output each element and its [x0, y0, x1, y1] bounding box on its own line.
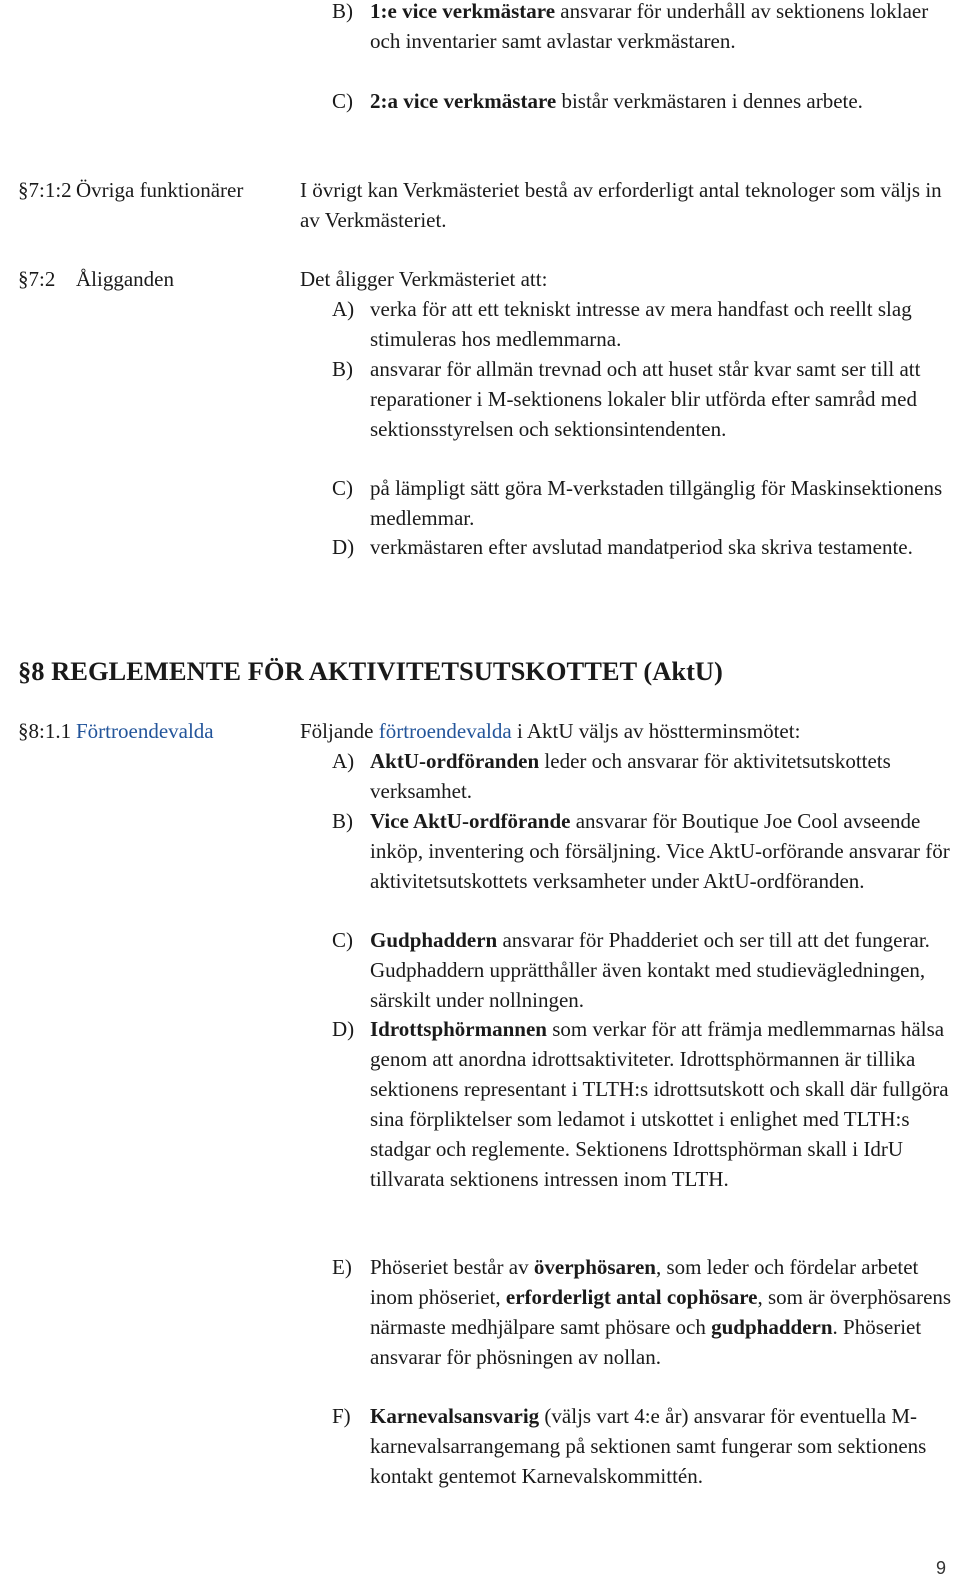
role-description: Phöseriet består av: [370, 1255, 534, 1279]
role-description: ansvarar för Boutique Joe Cool avseende inköp, inventering och försäljning. Vice AktU-orförande ansvarar för aktivitetsutskottets verksamheter under AktU-ordföranden.: [370, 809, 950, 893]
list-letter: B): [332, 357, 353, 381]
list-text: [370, 86, 952, 116]
list-letter: F): [332, 1404, 351, 1428]
section-intro: Det åligger Verkmästeriet att:: [300, 267, 548, 291]
role-name: Gudphaddern: [370, 928, 498, 952]
role-description: ansvarar för underhåll av sektionens loklaer och inventarier samt avlastar verkmästaren.: [370, 0, 929, 53]
list-text: [370, 925, 952, 1015]
list-letter: B): [332, 809, 353, 833]
list-letter: C): [332, 89, 353, 113]
role-name: erforderligt antal cophösare: [505, 1285, 758, 1309]
intro-text: i AktU väljs av höstterminsmötet:: [511, 719, 801, 743]
section-number: §8:1.1: [18, 719, 72, 743]
role-description: ansvarar för Phadderiet och ser till att det fungerar. Gudphaddern upprätthåller även kontakt med studievägledningen, särskilt under nollningen.: [370, 928, 930, 1012]
role-description: (väljs vart 4:e år) ansvarar för eventuella M-karnevalsarrangemang på sektionen samt fungerar som sektionens kontakt gentemot Karnevalskommittén.: [370, 1404, 927, 1488]
list-text: [370, 746, 952, 806]
role-name: AktU-ordföranden: [370, 749, 540, 773]
intro-text: Följande: [300, 719, 379, 743]
role-description: leder och ansvarar för aktivitetsutskottets verksamhet.: [370, 749, 891, 803]
list-text: [370, 806, 952, 896]
role-name: 1:e vice verkmästare: [370, 0, 556, 23]
section-title: Förtroendevalda: [76, 719, 214, 743]
role-description: . Phöseriet ansvarar för phösningen av nollan.: [370, 1315, 922, 1369]
role-name: överphösaren: [533, 1255, 656, 1279]
section-number: §7:1:2: [18, 178, 72, 202]
list-text: [370, 1401, 952, 1491]
list-text: [370, 1014, 952, 1194]
role-name: Vice AktU-ordförande: [370, 809, 571, 833]
list-letter: E): [332, 1255, 352, 1279]
list-letter: A): [332, 749, 355, 773]
role-description: , som är överphösarens närmaste medhjälpare samt phösare och: [370, 1285, 952, 1339]
role-description: bistår verkmästaren i dennes arbete.: [556, 89, 863, 113]
list-letter: A): [332, 297, 355, 321]
list-letter: C): [332, 928, 353, 952]
role-name: gudphaddern: [711, 1315, 833, 1339]
role-name: 2:a vice verkmästare: [370, 89, 557, 113]
list-text: på lämpligt sätt göra M-verkstaden tillgänglig för Maskinsektionens medlemmar.: [370, 476, 943, 530]
section-title: Åligganden: [76, 267, 174, 291]
list-text: verka för att ett tekniskt intresse av mera handfast och reellt slag stimuleras hos medlemmarna.: [370, 297, 912, 351]
list-letter: D): [332, 1017, 355, 1041]
role-description: , som leder och fördelar arbetet inom phöseriet,: [370, 1255, 919, 1309]
page-number: 9: [936, 1558, 947, 1578]
section-number: §7:2: [18, 267, 56, 291]
list-text: verkmästaren efter avslutad mandatperiod ska skriva testamente.: [370, 535, 913, 559]
list-text: [370, 1252, 952, 1372]
role-name: Idrottsphörmannen: [370, 1017, 547, 1041]
list-text: [370, 0, 952, 56]
list-letter: B): [332, 0, 353, 23]
section-intro: [300, 716, 950, 746]
list-letter: D): [332, 535, 355, 559]
list-letter: C): [332, 476, 353, 500]
chapter-heading: §8 REGLEMENTE FÖR AKTIVITETSUTSKOTTET (AktU): [18, 656, 723, 686]
list-text: ansvarar för allmän trevnad och att huset står kvar samt ser till att reparationer i M-sektionens lokaler blir utförda efter samråd med sektionsstyrelsen och sektionsintendenten.: [370, 357, 921, 441]
section-text: I övrigt kan Verkmästeriet bestå av erforderligt antal teknologer som väljs in av Verkmästeriet.: [300, 178, 942, 232]
section-title: Övriga funktionärer: [76, 178, 244, 202]
intro-highlight: förtroendevalda: [378, 719, 512, 743]
role-name: Karnevalsansvarig: [370, 1404, 540, 1428]
role-description: som verkar för att främja medlemmarnas hälsa genom att anordna idrottsaktiviteter. Idrottsphörmannen är tillika sektionens representant i TLTH:s idrottsutskott och skall där fullgöra sina förpliktelser som ledamot i utskottet i enlighet med TLTH:s stadgar och reglemente. Sektionens Idrottsphörman skall i IdrU tillvarata sektionens intressen inom TLTH.: [370, 1017, 949, 1191]
